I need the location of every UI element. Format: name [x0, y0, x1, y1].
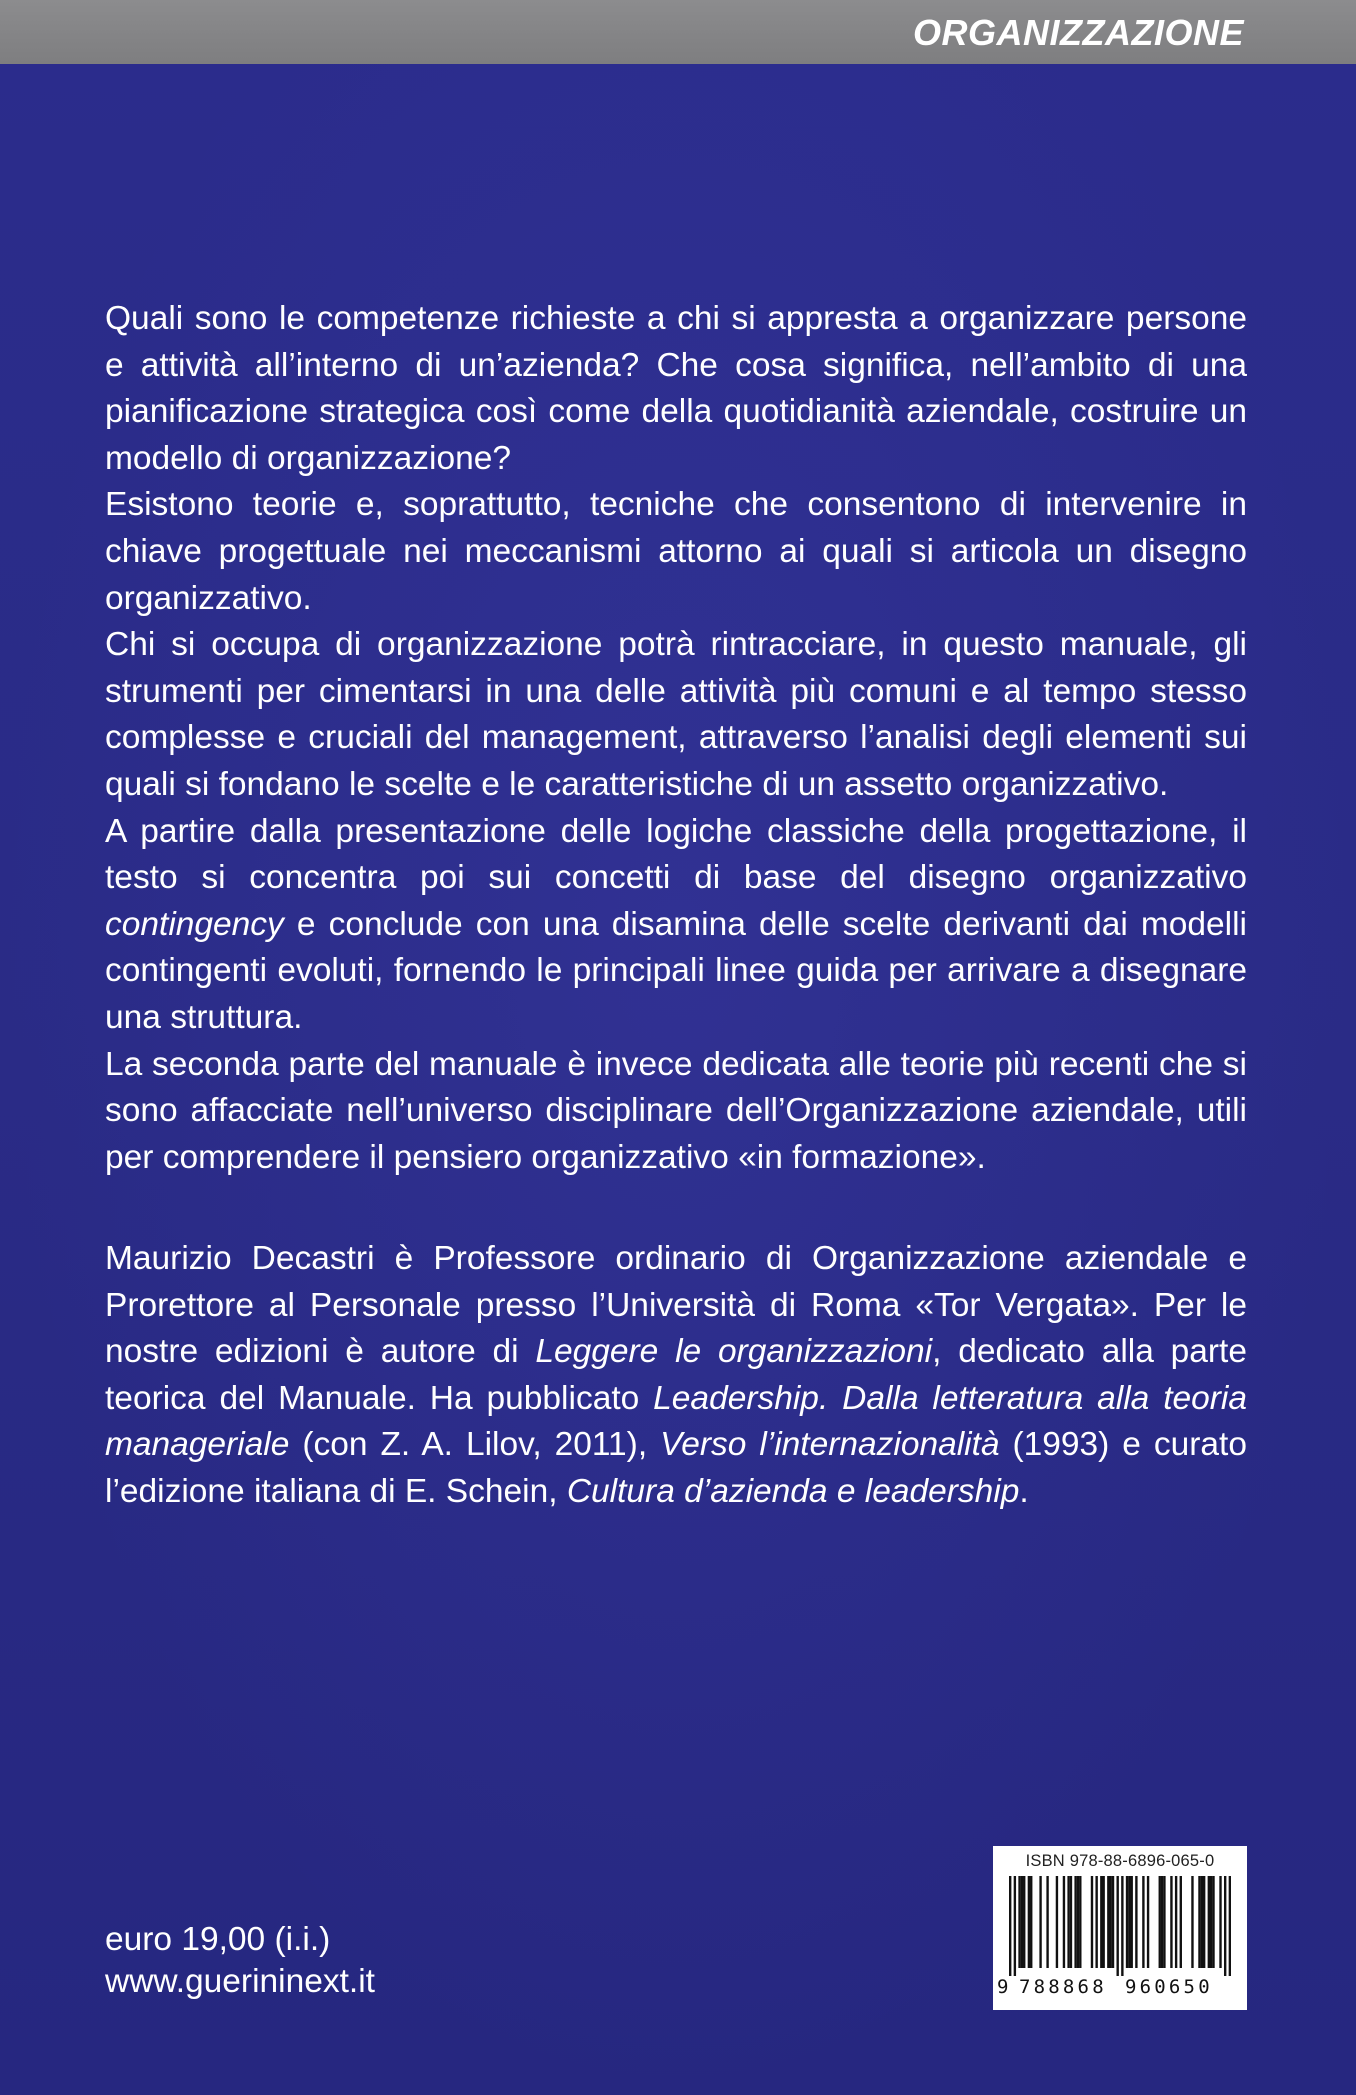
bio-text: (con Z. A. Lilov, 2011),	[289, 1426, 661, 1464]
barcode-bar	[1163, 1876, 1165, 1968]
barcode-bar	[1198, 1876, 1200, 1968]
barcode-bar	[1170, 1876, 1172, 1968]
description-italic-term: contingency	[105, 905, 284, 943]
barcode-bar	[1159, 1876, 1161, 1968]
barcode-bar	[1121, 1876, 1123, 1976]
book-title-reference: Leggere le organizzazioni	[535, 1333, 933, 1371]
book-title-reference: Cultura d’azienda e leadership	[566, 1472, 1020, 1510]
barcode-lead-digit: 9	[997, 1976, 1009, 1998]
category-label: ORGANIZZAZIONE	[913, 12, 1244, 53]
barcode-bar	[1030, 1876, 1032, 1968]
barcode-bar	[1116, 1876, 1118, 1976]
isbn-barcode	[993, 1846, 1247, 2010]
book-title-reference: Verso l’internazionalità	[660, 1426, 1000, 1464]
barcode-bar	[1175, 1876, 1177, 1968]
barcode-bar	[1046, 1876, 1048, 1968]
barcode-bar	[1070, 1876, 1072, 1968]
barcode-bar	[1135, 1876, 1137, 1968]
bio-text: , dedicato alla parte teorica del Manuale. Ha pubblicato	[105, 1333, 1247, 1417]
barcode-bar	[1077, 1876, 1079, 1968]
description-text: A partire dalla presentazione delle logiche classiche della progettazione, il testo si concentra poi sui concetti di base del disegno organizzativo	[105, 812, 1247, 897]
barcode-bar	[1112, 1876, 1114, 1968]
barcode-right-digits: 960650	[1125, 1976, 1213, 1998]
barcode-bar	[1131, 1876, 1133, 1968]
barcode-bar	[1229, 1876, 1231, 1976]
barcode-bar	[1161, 1876, 1163, 1968]
barcode-bar	[1180, 1876, 1182, 1968]
barcode-bar	[1208, 1876, 1210, 1968]
barcode-bar	[1224, 1876, 1226, 1976]
barcode-left-digits: 788868	[1019, 1976, 1107, 1998]
book-description	[105, 296, 1247, 1181]
publisher-website: www.guerininext.it	[105, 1963, 375, 2000]
barcode-bar	[1018, 1876, 1020, 1968]
barcode-bar	[1107, 1876, 1109, 1968]
barcode-bars	[1009, 1876, 1231, 1976]
description-paragraph: La seconda parte del manuale è invece dedicata alle teorie più recenti che si sono affacciate nell’universo disciplinare dell’Organizzazione aziendale, utili per comprendere il pensiero organizzativo «in formazione».	[105, 1045, 1247, 1176]
barcode-bar	[1095, 1876, 1097, 1968]
barcode-bar	[1028, 1876, 1030, 1968]
bio-text: (1993) e curato l’edizione italiana di E. Schein,	[105, 1426, 1247, 1510]
barcode-bar	[1023, 1876, 1025, 1968]
barcode-bar	[1091, 1876, 1093, 1968]
barcode-bar	[1212, 1876, 1214, 1968]
barcode-bar	[1210, 1876, 1212, 1968]
barcode-bar	[1219, 1876, 1221, 1968]
description-paragraph: Esistono teorie e, soprattutto, tecniche che consentono di intervenire in chiave progettuale nei meccanismi attorno ai quali si articola un disegno organizzativo.	[105, 486, 1247, 617]
category-band	[0, 0, 1356, 64]
barcode-bar	[1142, 1876, 1144, 1968]
description-paragraph: Quali sono le competenze richieste a chi si appresta a organizzare persone e attività all’interno di un’azienda? Che cosa significa, nell’ambito di una pianificazione strategica così come della quotidianità aziendale, costruire un modello di organizzazione?	[105, 300, 1247, 477]
barcode-bar	[1109, 1876, 1111, 1968]
barcode-bar	[1102, 1876, 1104, 1968]
barcode-bar	[1100, 1876, 1102, 1968]
isbn-label: ISBN 978-88-6896-065-0	[1025, 1852, 1215, 1870]
barcode-bar	[1128, 1876, 1130, 1968]
barcode-bar	[1021, 1876, 1023, 1968]
bio-text: .	[1019, 1472, 1029, 1510]
barcode-bar	[1126, 1876, 1128, 1968]
price-label: euro 19,00 (i.i.)	[105, 1921, 331, 1958]
barcode-bar	[1067, 1876, 1069, 1968]
barcode-bar	[1009, 1876, 1011, 1976]
barcode-bar	[1014, 1876, 1016, 1976]
barcode-bar	[1079, 1876, 1081, 1968]
description-paragraph: Chi si occupa di organizzazione potrà rintracciare, in questo manuale, gli strumenti per cimentarsi in una delle attività più comuni e al tempo stesso complesse e cruciali del management, attraverso l’analisi degli elementi sui quali si fondano le scelte e le caratteristiche di un assetto organizzativo.	[105, 626, 1247, 803]
description-paragraph	[105, 809, 1247, 1042]
barcode-bar	[1039, 1876, 1041, 1968]
book-title-reference: Leadership. Dalla letteratura alla teoria manageriale	[105, 1379, 1248, 1464]
barcode-bar	[1203, 1876, 1205, 1968]
barcode-bar	[1063, 1876, 1065, 1968]
barcode-bar	[1201, 1876, 1203, 1968]
barcode-bar	[1056, 1876, 1058, 1968]
description-text: e conclude con una disamina delle scelte derivanti dai modelli contingenti evoluti, fornendo le principali linee guida per arrivare a disegnare una struttura.	[105, 905, 1247, 1036]
bio-text: Maurizio Decastri è Professore ordinario di Organizzazione aziendale e Prorettore al Personale presso l’Università di Roma «Tor Vergata». Per le nostre edizioni è autore di	[105, 1240, 1247, 1371]
barcode-bar	[1147, 1876, 1149, 1968]
author-bio	[105, 1236, 1247, 1516]
barcode-bar	[1074, 1876, 1076, 1968]
barcode-bar	[1191, 1876, 1193, 1968]
